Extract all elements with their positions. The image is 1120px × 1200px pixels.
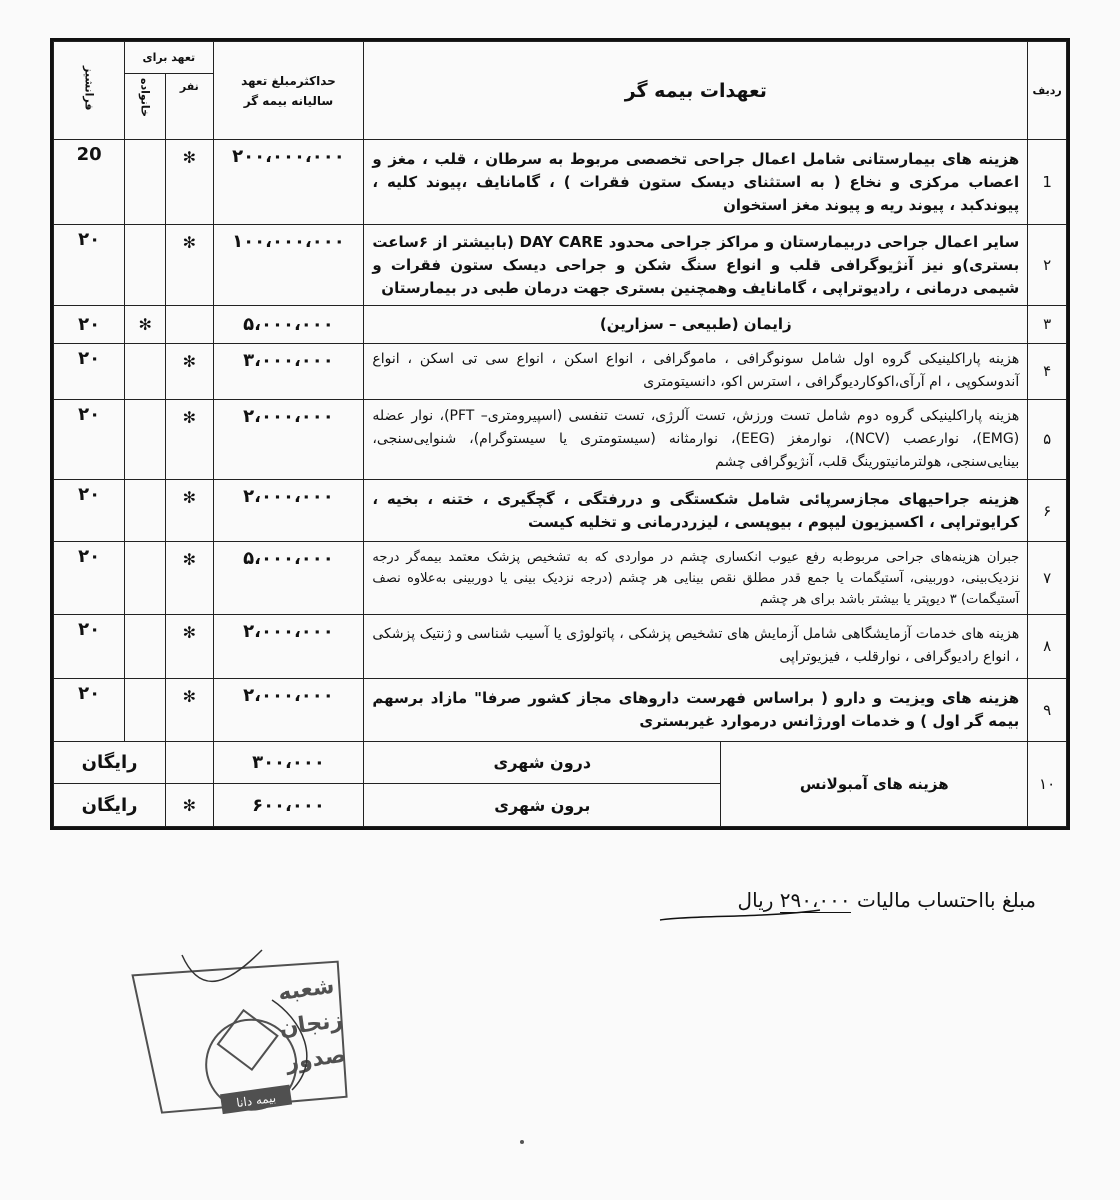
row-franchise: ۲۰ xyxy=(54,480,125,542)
tax-note xyxy=(676,888,1036,912)
ambulance-intercity-label: برون شهری xyxy=(494,795,591,815)
row-amount: ۵،۰۰۰،۰۰۰ xyxy=(213,305,364,343)
table-row xyxy=(54,399,1067,479)
row-number: ۶ xyxy=(1028,480,1067,542)
ambulance-urban-mark xyxy=(166,741,213,784)
row-amount: ۲،۰۰۰،۰۰۰ xyxy=(213,480,364,542)
row-description: هزینه پاراکلینیکی گروه دوم شامل تست ورزش، تست آلرژی، تست تنفسی (اسپیرومتری– PFT)، نوار عضله (EMG)، نوارعصب (NCV)، نوارمغز (EEG)، نوارمثانه (سیستومتری یا سیستوگرام)، شنوایی‌سنجی، بینایی‌سنجی، هولترمانیتورینگ قلب، آنژیوگرافی چشم xyxy=(364,399,1028,479)
row-number: ۹ xyxy=(1028,678,1067,741)
row-number: 1 xyxy=(1028,140,1067,225)
ambulance-intercity-mark: ✻ xyxy=(166,784,213,827)
row-khanevadeh-mark xyxy=(125,225,166,305)
stamp-line1: شعبه xyxy=(276,973,336,1007)
ambulance-urban-label: درون شهری xyxy=(364,742,720,785)
row-amount: ۲۰۰،۰۰۰،۰۰۰ xyxy=(213,140,364,225)
header-max-amount xyxy=(213,42,364,140)
header-amount-line2: سالیانه بیمه گر xyxy=(243,93,334,108)
ambulance-urban-franchise: رایگان xyxy=(54,741,166,784)
header-radif: ردیف xyxy=(1028,42,1067,140)
row-khanevadeh-mark xyxy=(125,678,166,741)
row-franchise: ۲۰ xyxy=(54,615,125,678)
row-description: هزینه پاراکلینیکی گروه اول شامل سونوگرافی ، ماموگرافی ، انواع اسکن ، انواع سی تی اسکن ، انواع آندوسکوپی ، ام آرآی،اکوکاردیوگرافی ، استرس اکو، دانسیتومتری xyxy=(364,343,1028,399)
stamp-brand: بیمه دانا xyxy=(235,1090,277,1111)
row-khanevadeh-mark: ✻ xyxy=(125,305,166,343)
ambulance-intercity-amount: ۶۰۰،۰۰۰ xyxy=(213,784,364,827)
stamp-line3: صدور xyxy=(284,1042,348,1076)
row-description: هزینه های خدمات آزمایشگاهی شامل آزمایش های تشخیص پزشکی ، پاتولوژی یا آسیب شناسی و ژنتیک پزشکی ، انواع رادیوگرافی ، نوارقلب ، فیزیوتراپی xyxy=(364,615,1028,678)
tax-prefix: مبلغ بااحتساب مالیات xyxy=(850,888,1036,912)
row-nafar-mark: ✻ xyxy=(166,140,213,225)
table-row xyxy=(54,542,1067,615)
row-nafar-mark: ✻ xyxy=(166,480,213,542)
row-franchise: ۲۰ xyxy=(54,343,125,399)
row-nafar-mark: ✻ xyxy=(166,542,213,615)
row-number: ۴ xyxy=(1028,343,1067,399)
ambulance-intercity-franchise: رایگان xyxy=(54,784,166,827)
row-nafar-mark: ✻ xyxy=(166,615,213,678)
header-amount-line1: حداکثرمبلغ تعهد xyxy=(241,73,336,88)
row-nafar-mark: ✻ xyxy=(166,343,213,399)
ambulance-urban-row xyxy=(54,741,1067,784)
row-khanevadeh-mark xyxy=(125,480,166,542)
row-amount: ۲،۰۰۰،۰۰۰ xyxy=(213,678,364,741)
stamp-line2: زنجان xyxy=(277,1007,345,1042)
row-nafar-mark: ✻ xyxy=(166,678,213,741)
coverage-table-frame xyxy=(50,38,1070,830)
row-amount: ۵،۰۰۰،۰۰۰ xyxy=(213,542,364,615)
row-number: ۱۰ xyxy=(1028,741,1067,826)
row-khanevadeh-mark xyxy=(125,542,166,615)
header-title: تعهدات بیمه گر xyxy=(364,42,1028,140)
row-khanevadeh-mark xyxy=(125,140,166,225)
row-description: هزینه های بیمارستانی شامل اعمال جراحی تخصصی مربوط به سرطان ، قلب ، مغز و اعصاب مرکزی و نخاع ( به استثنای دیسک ستون فقرات ) ، گامانایف ،پیوند کلیه ، پیوندکبد ، پیوند ریه و پیوند مغز استخوان xyxy=(364,140,1028,225)
row-amount: ۳،۰۰۰،۰۰۰ xyxy=(213,343,364,399)
row-amount: ۲،۰۰۰،۰۰۰ xyxy=(213,615,364,678)
table-row xyxy=(54,305,1067,343)
header-franchise: فرانشیز xyxy=(54,42,125,140)
row-description: جبران هزینه‌های جراحی مربوط‌به رفع عیوب انکساری چشم در مواردی که به تشخیص پزشک معتمد بیمه‌گر درجه نزدیک‌بینی، دوربینی، آستیگمات یا جمع قدر مطلق نقص بینایی هر چشم (درجه نزدیک بینی یا دوربینی به‌علاوه نصف آستیگمات) ۳ دیوپتر یا بیشتر باشد برای هر چشم xyxy=(364,542,1028,615)
row-khanevadeh-mark xyxy=(125,615,166,678)
tax-amount: ۲۹۰،۰۰۰ xyxy=(779,888,851,912)
row-nafar-mark xyxy=(166,305,213,343)
row-number: ۵ xyxy=(1028,399,1067,479)
row-franchise: ۲۰ xyxy=(54,678,125,741)
table-row xyxy=(54,225,1067,305)
row-khanevadeh-mark xyxy=(125,399,166,479)
row-amount: ۱۰۰،۰۰۰،۰۰۰ xyxy=(213,225,364,305)
row-description: هزینه جراحیهای مجازسرپائی شامل شکستگی و دررفتگی ، گچگیری ، ختنه ، بخیه ، کرایوتراپی ، اکسیزیون لیپوم ، بیوپسی ، لیزردرمانی و تخلیه کیست xyxy=(364,480,1028,542)
table-row xyxy=(54,678,1067,741)
ambulance-label: هزینه های آمبولانس xyxy=(720,742,1027,826)
branch-stamp xyxy=(122,940,372,1130)
header-commit-for: تعهد برای xyxy=(125,42,213,74)
row-franchise: 20 xyxy=(54,140,125,225)
scan-speck xyxy=(520,1140,524,1144)
row-nafar-mark: ✻ xyxy=(166,225,213,305)
row-number: ۲ xyxy=(1028,225,1067,305)
row-description: زایمان (طبیعی – سزارین) xyxy=(364,305,1028,343)
row-description: سایر اعمال جراحی دربیمارستان و مراکز جراحی محدود DAY CARE (بابیشتر از ۶ساعت بستری)و نیز آنژیوگرافی قلب و انواع سنگ شکن و جراحی دیسک ستون فقرات و شیمی درمانی ، رادیوتراپی ، گامانایف وهمچنین بستری جهت درمان طبی در بیمارستان xyxy=(364,225,1028,305)
row-number: ۸ xyxy=(1028,615,1067,678)
header-nafar: نفر xyxy=(166,74,213,140)
row-franchise: ۲۰ xyxy=(54,225,125,305)
ambulance-cell xyxy=(364,741,1028,826)
table-row xyxy=(54,480,1067,542)
row-description: هزینه های ویزیت و دارو ( براساس فهرست داروهای مجاز کشور صرفا" مازاد برسهم بیمه گر اول ) و خدمات اورژانس درموارد غیربستری xyxy=(364,678,1028,741)
row-franchise: ۲۰ xyxy=(54,542,125,615)
row-number: ۷ xyxy=(1028,542,1067,615)
row-franchise: ۲۰ xyxy=(54,399,125,479)
row-nafar-mark: ✻ xyxy=(166,399,213,479)
table-row xyxy=(54,343,1067,399)
tax-suffix: ریال xyxy=(737,888,780,912)
row-khanevadeh-mark xyxy=(125,343,166,399)
ambulance-urban-amount: ۳۰۰،۰۰۰ xyxy=(213,741,364,784)
coverage-table xyxy=(53,41,1067,827)
table-row xyxy=(54,140,1067,225)
row-number: ۳ xyxy=(1028,305,1067,343)
row-franchise: ۲۰ xyxy=(54,305,125,343)
row-amount: ۲،۰۰۰،۰۰۰ xyxy=(213,399,364,479)
table-row xyxy=(54,615,1067,678)
header-khanevadeh: خانواده xyxy=(125,74,166,140)
